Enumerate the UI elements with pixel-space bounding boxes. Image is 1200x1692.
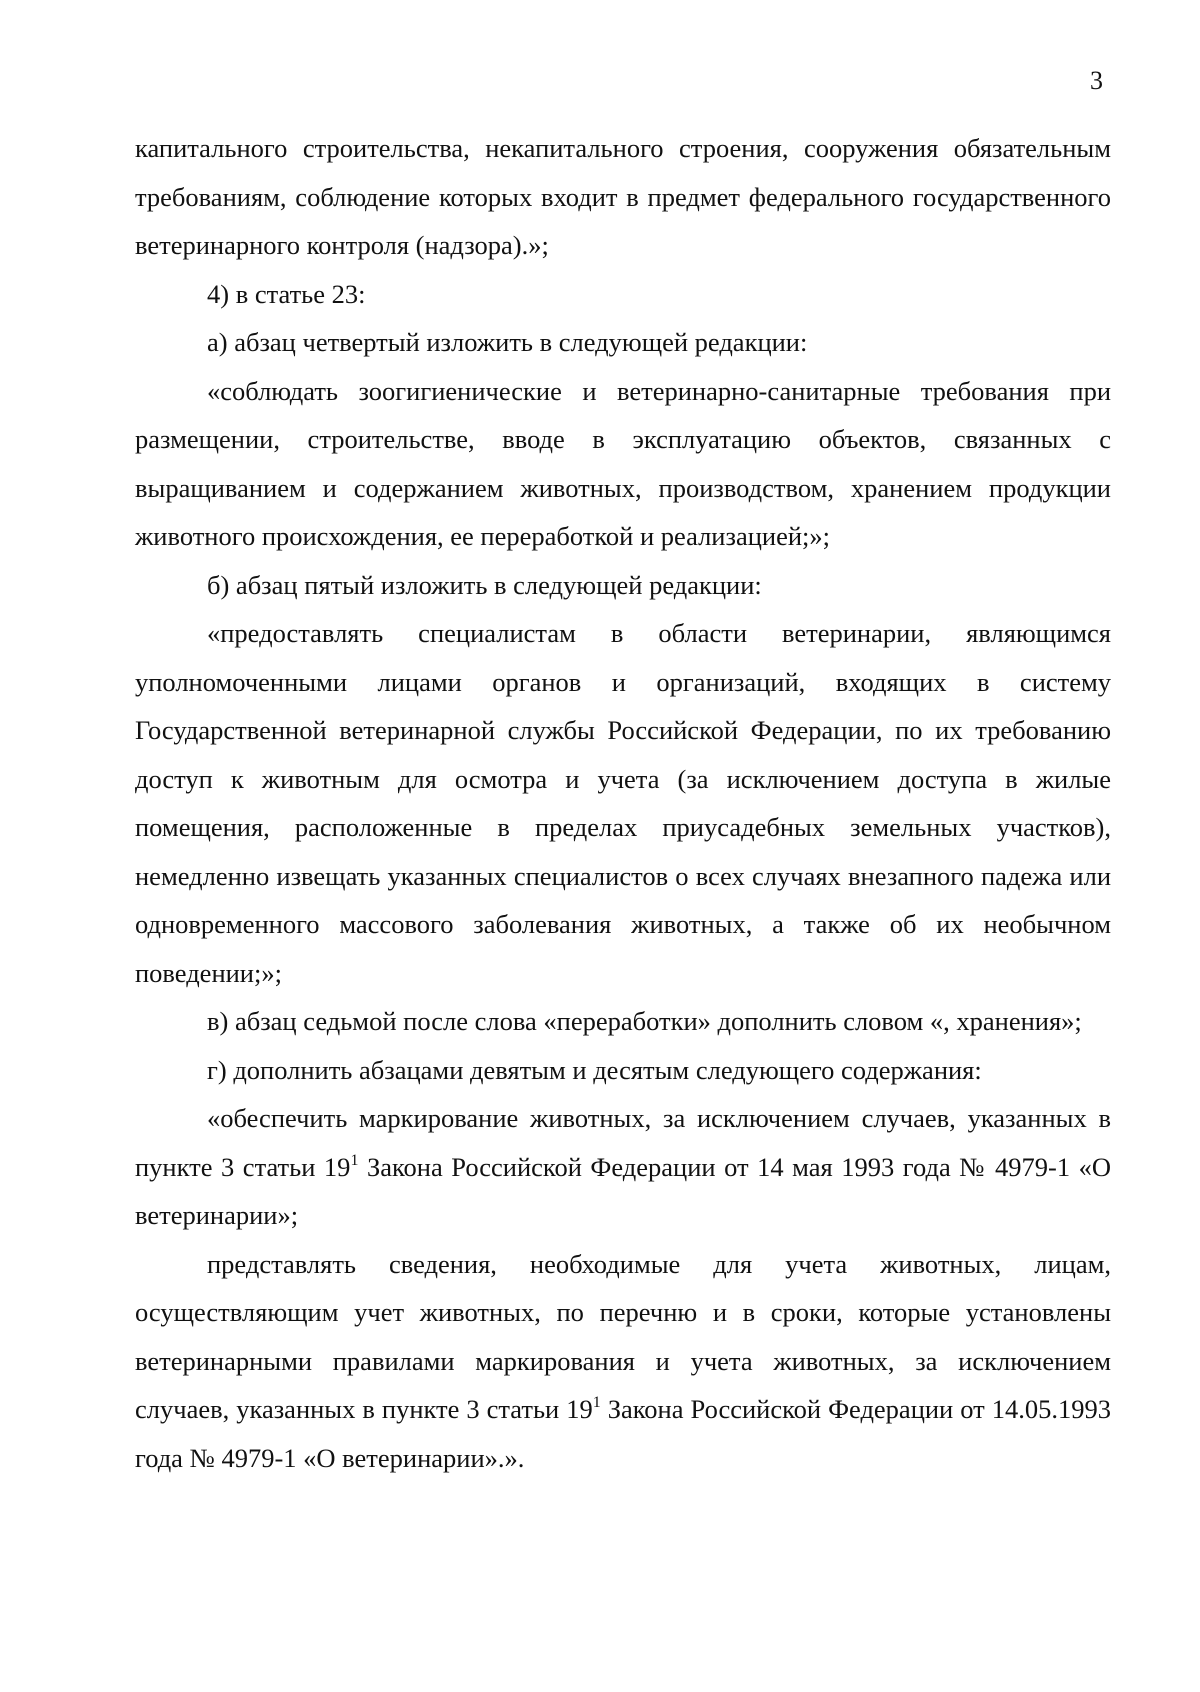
superscript-1: 1 <box>350 1151 359 1169</box>
paragraph-item-4: 4) в статье 23: <box>207 278 366 309</box>
paragraph-quote-g-1 <box>135 1094 1111 1240</box>
paragraph-quote-g-1-text: «обеспечить маркирование животных, за исключением случаев, указанных в пункте 3 статьи 19 <box>135 1103 1111 1182</box>
paragraph-subitem-a: а) абзац четвертый изложить в следующей редакции: <box>207 327 808 357</box>
paragraph-quote-g-2 <box>135 1240 1111 1483</box>
paragraph-quote-g-1-text-end: Закона Российской Федерации от 14 мая 1993 года № 4979-1 «О ветеринарии»; <box>135 1151 1111 1230</box>
paragraph-subitem-v: в) абзац седьмой после слова «переработки» дополнить словом «, хранения»; <box>207 1006 1082 1036</box>
page-number: 3 <box>1090 66 1103 95</box>
paragraph-quote-g-2-text: представлять сведения, необходимые для учета животных, лицам, осуществляющим учет животных, по перечню и в сроки, которые установлены ветеринарными правилами маркирования и учета животных, за исключением случаев, указанных в пункте 3 статьи 19 <box>135 1248 1111 1424</box>
paragraph-continuation: капитального строительства, некапитального строения, сооружения обязательным требованиям, соблюдение которых входит в предмет федерального государственного ветеринарного контроля (надзора).»; <box>135 133 1111 260</box>
superscript-1: 1 <box>592 1394 601 1411</box>
paragraph-subitem-b: б) абзац пятый изложить в следующей редакции: <box>207 569 762 600</box>
paragraph-quote-b: «предоставлять специалистам в области ветеринарии, являющимся уполномоченными лицами органов и организаций, входящих в систему Государственной ветеринарной службы Российской Федерации, по их требованию доступ к животным для осмотра и учета (за исключением доступа в жилые помещения, расположенные в пределах приусадебных земельных участков), немедленно извещать указанных специалистов о всех случаях внезапного падежа или одновременного массового заболевания животных, а также об их необычном поведении;»; <box>135 618 1111 988</box>
document-body <box>135 124 1111 1482</box>
paragraph-quote-g-2-text-end: Закона Российской Федерации от 14.05.1993 года № 4979-1 «О ветеринарии».». <box>135 1394 1111 1473</box>
paragraph-subitem-g: г) дополнить абзацами девятым и десятым следующего содержания: <box>207 1054 982 1085</box>
paragraph-quote-a: «соблюдать зоогигиенические и ветеринарно-санитарные требования при размещении, строительстве, вводе в эксплуатацию объектов, связанных с выращиванием и содержанием животных, производством, хранением продукции животного происхождения, ее переработкой и реализацией;»; <box>135 375 1111 551</box>
